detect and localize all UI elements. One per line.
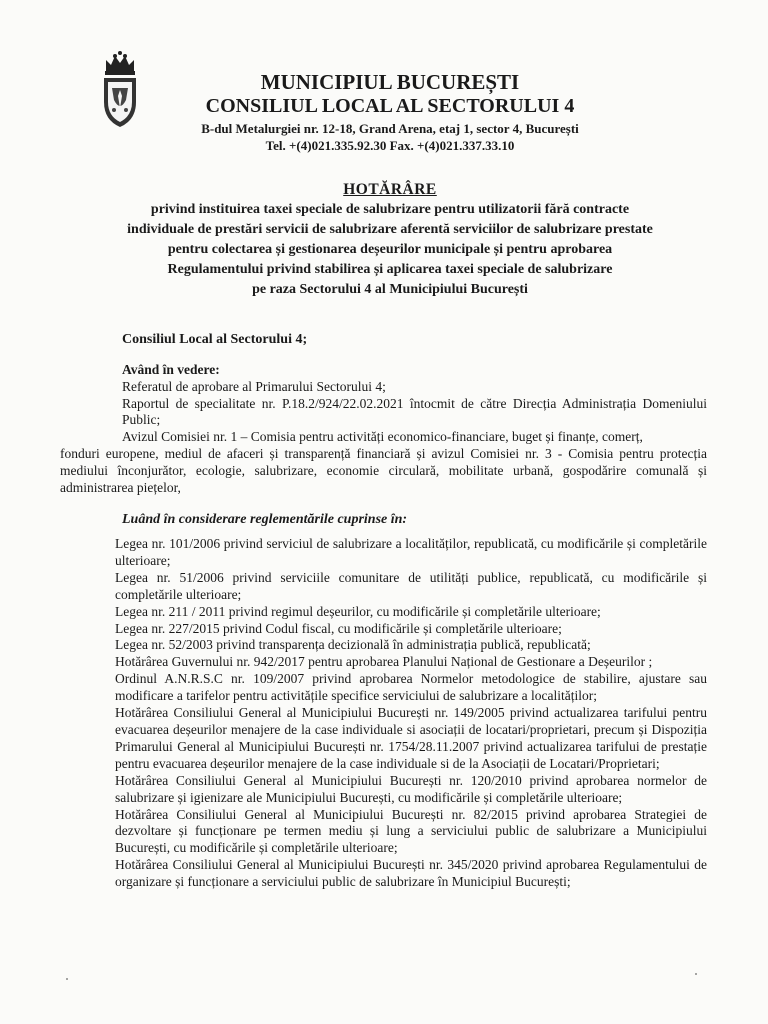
scan-speck (66, 978, 68, 980)
legal-reference: Hotărârea Consiliului General al Municipiului București nr. 82/2015 privind aprobarea Strategiei de dezvoltare și funcționare pe termen mediu și lung a serviciului public de salubrizare a Municipiului București, cu modificările și completările ulterioare; (115, 806, 707, 856)
having-item: Referatul de aprobare al Primarului Sectorului 4; (122, 378, 386, 394)
municipality-title: MUNICIPIUL BUCUREȘTI (260, 70, 520, 94)
council-statement: Consiliul Local al Sectorului 4; (122, 332, 308, 347)
legal-reference: Hotărârea Consiliului General al Municipiului București nr. 149/2005 privind actualizarea tarifului pentru evacuarea deșeurilor menajere de la case individuale si asociații de locatari/proprietari, precum și Dispoziția Primarului General al Municipiului București nr. 1754/28.11.2007 privind actualizarea tarifului de prestație pentru evacuarea deșeurilor menajere de la case individuale si de la Asociații de Locatari/Proprietari; (115, 705, 707, 771)
address-line: B-dul Metalurgiei nr. 12-18, Grand Arena, etaj 1, sector 4, București (201, 121, 579, 136)
legal-references-list (115, 536, 707, 891)
having-item: Avizul Comisiei nr. 1 – Comisia pentru activități economico-financiare, buget și finanțe, comerț, (122, 429, 643, 445)
decision-subject-line: individuale de prestări servicii de salubrizare aferentă serviciilor de salubrizare prestate (127, 222, 653, 237)
having-in-view-section (60, 362, 707, 496)
scan-speck (695, 973, 697, 975)
legal-reference: Legea nr. 101/2006 privind serviciul de salubrizare a localităților, republicată, cu modificările și completările ulterioare; (115, 536, 707, 568)
considering-label: Luând în considerare reglementările cuprinse în: (122, 512, 408, 527)
legal-reference: Legea nr. 211 / 2011 privind regimul deșeurilor, cu modificările și completările ulterioare; (115, 603, 601, 619)
decision-subject-line: pentru colectarea și gestionarea deșeurilor municipale și pentru aprobarea (167, 242, 613, 257)
having-item: fonduri europene, mediul de afaceri și transparență financiară și avizul Comisiei nr. 3 - Comisia pentru protecția mediului înconjurător, ecologie, salubrizare, economie circulară, mobilitate urbană, gospodărire comunală și administrarea piețelor, (60, 445, 707, 495)
council-title: CONSILIUL LOCAL AL SECTORULUI 4 (205, 95, 575, 117)
having-item: Raportul de specialitate nr. P.18.2/924/22.02.2021 întocmit de către Direcția Administrația Domeniului Public; (122, 395, 707, 428)
having-in-view-label: Având în vedere: (122, 362, 220, 377)
decision-subject-line: Regulamentului privind stabilirea și aplicarea taxei speciale de salubrizare (167, 262, 613, 277)
legal-reference: Legea nr. 52/2003 privind transparența decizională în administrația publică, republicată; (115, 637, 591, 653)
letterhead (150, 70, 630, 154)
legal-reference: Hotărârea Guvernului nr. 942/2017 pentru aprobarea Planului Național de Gestionare a Deșeurilor ; (115, 654, 653, 670)
decision-subject-line: pe raza Sectorului 4 al Municipiului București (252, 282, 528, 297)
legal-reference: Legea nr. 51/2006 privind serviciile comunitare de utilități publice, republicată, cu modificările și completările ulterioare; (115, 569, 707, 602)
decision-heading: HOTĂRÂRE (343, 181, 437, 198)
bucharest-coat-of-arms-icon (98, 50, 142, 130)
legal-reference: Legea nr. 227/2015 privind Codul fiscal, cu modificările și completările ulterioare; (115, 620, 562, 636)
legal-reference: Ordinul A.N.R.S.C nr. 109/2007 privind aprobarea Normelor metodologice de stabilire, ajustare sau modificare a tarifelor pentru activitățile specifice serviciului de salubrizare a localităților; (115, 671, 707, 704)
decision-subject-line: privind instituirea taxei speciale de salubrizare pentru utilizatorii fără contracte (150, 202, 630, 217)
legal-reference: Hotărârea Consiliului General al Municipiului București nr. 120/2010 privind aprobarea normelor de salubrizare și igienizare ale Municipiului București, cu modificările și completările ulterioare; (115, 772, 707, 805)
contact-line: Tel. +(4)021.335.92.30 Fax. +(4)021.337.33.10 (265, 138, 515, 153)
decision-title-block (70, 180, 710, 300)
legal-reference: Hotărârea Consiliului General al Municipiului București nr. 345/2020 privind aprobarea Regulamentului de organizare și funcționare a serviciului public de salubrizare în Municipiul București; (115, 857, 707, 890)
